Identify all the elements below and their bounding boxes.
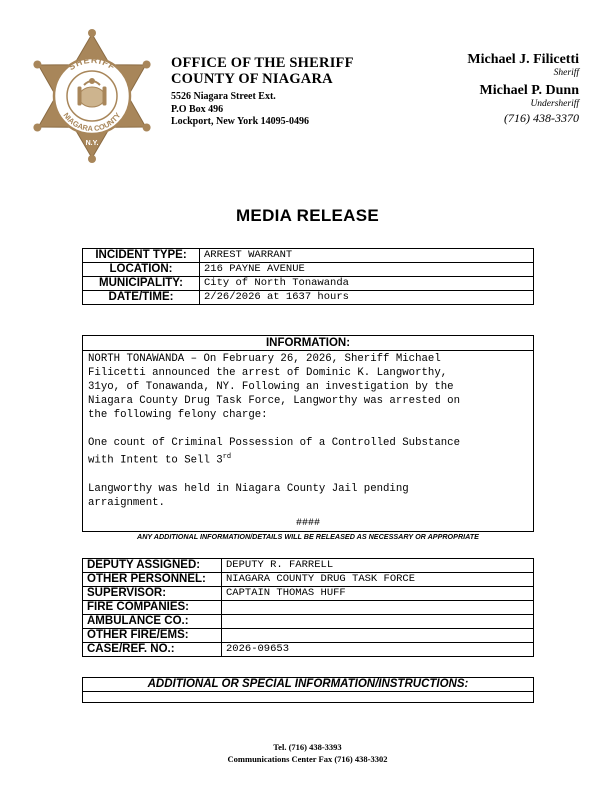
table-row (83, 573, 534, 587)
badge-point-ball (88, 29, 96, 37)
fire-companies-value (222, 601, 534, 615)
information-body (83, 351, 533, 510)
badge-point-text: N.Y. (85, 140, 99, 147)
municipality-value: City of North Tonawanda (200, 277, 534, 291)
table-row (83, 629, 534, 643)
office-header (171, 55, 354, 129)
table-row (83, 601, 534, 615)
page-title: MEDIA RELEASE (235, 206, 380, 225)
sheriff-star-badge-icon (28, 25, 156, 165)
other-fire-ems-label: OTHER FIRE/EMS: (83, 629, 222, 643)
information-box (82, 335, 534, 532)
info-line: Filicetti announced the arrest of Dominic K. Langworthy, (88, 367, 448, 379)
officials-block (467, 51, 579, 125)
deputy-label: DEPUTY ASSIGNED: (83, 559, 222, 573)
office-name-line2: COUNTY OF NIAGARA (171, 71, 333, 87)
personnel-table (82, 558, 534, 657)
badge-point-ball (33, 61, 41, 69)
table-row (83, 291, 534, 305)
additional-info-header: ADDITIONAL OR SPECIAL INFORMATION/INSTRUCTIONS: (83, 678, 533, 692)
ambulance-value (222, 615, 534, 629)
deputy-value: DEPUTY R. FARRELL (222, 559, 534, 573)
municipality-label: MUNICIPALITY: (83, 277, 200, 291)
additional-info-box (82, 677, 534, 703)
table-row (83, 263, 534, 277)
badge-point-ball (88, 155, 96, 163)
table-row (83, 249, 534, 263)
held-line: arraignment. (88, 496, 165, 509)
info-line: 31yo, of Tonawanda, NY. Following an investigation by the (88, 381, 454, 393)
address-line3: Lockport, New York 14095-0496 (171, 116, 309, 127)
other-personnel-label: OTHER PERSONNEL: (83, 573, 222, 587)
supervisor-value: CAPTAIN THOMAS HUFF (222, 587, 534, 601)
info-line: Niagara County Drug Task Force, Langworthy was arrested on (88, 395, 460, 407)
incident-type-value: ARREST WARRANT (200, 249, 534, 263)
undersheriff-name: Michael P. Dunn (479, 83, 579, 98)
badge-point-ball (143, 61, 151, 69)
held-line: Langworthy was held in Niagara County Jail pending (88, 482, 409, 495)
undersheriff-title: Undersheriff (530, 99, 579, 109)
case-ref-label: CASE/REF. NO.: (83, 643, 222, 657)
location-label: LOCATION: (83, 263, 200, 277)
ambulance-label: AMBULANCE CO.: (83, 615, 222, 629)
charge-line (88, 450, 528, 468)
table-row (83, 587, 534, 601)
address-line1: 5526 Niagara Street Ext. (171, 91, 276, 102)
release-note: ANY ADDITIONAL INFORMATION/DETAILS WILL BE RELEASED AS NECESSARY OR APPROPRIATE (137, 532, 479, 541)
footer (0, 741, 615, 765)
table-row (83, 277, 534, 291)
charge-degree-sup: rd (222, 453, 232, 461)
charge-text: with Intent to Sell 3 (88, 454, 223, 467)
info-line: the following felony charge: (88, 409, 268, 421)
sheriff-name: Michael J. Filicetti (467, 52, 579, 67)
datetime-label: DATE/TIME: (83, 291, 200, 305)
other-personnel-value: NIAGARA COUNTY DRUG TASK FORCE (222, 573, 534, 587)
information-header: INFORMATION: (83, 336, 533, 351)
badge-point-ball (33, 124, 41, 132)
badge-top-text: SHERIFF (66, 54, 118, 73)
footer-tel: Tel. (716) 438-3393 (273, 742, 342, 752)
office-address (171, 91, 354, 129)
sheriff-title: Sheriff (553, 68, 579, 78)
officials-phone: (716) 438-3370 (504, 111, 579, 125)
end-mark: #### (295, 518, 320, 529)
fire-companies-label: FIRE COMPANIES: (83, 601, 222, 615)
incident-type-label: INCIDENT TYPE: (83, 249, 200, 263)
table-row (83, 643, 534, 657)
location-value: 216 PAYNE AVENUE (200, 263, 534, 277)
badge-point-ball (143, 124, 151, 132)
supervisor-label: SUPERVISOR: (83, 587, 222, 601)
footer-fax: Communications Center Fax (716) 438-3302 (227, 754, 388, 764)
address-line2: P.O Box 496 (171, 103, 224, 115)
incident-table (82, 248, 534, 305)
other-fire-ems-value (222, 629, 534, 643)
info-line: NORTH TONAWANDA – On February 26, 2026, Sheriff Michael (88, 353, 441, 365)
case-ref-value: 2026-09653 (222, 643, 534, 657)
badge-bottom-text: NIAGARA COUNTY (61, 110, 123, 134)
charge-line: One count of Criminal Possession of a Controlled Substance (88, 437, 460, 449)
office-name-line1: OFFICE OF THE SHERIFF (171, 55, 354, 71)
table-row (83, 559, 534, 573)
table-row (83, 615, 534, 629)
datetime-value: 2/26/2026 at 1637 hours (200, 291, 534, 305)
